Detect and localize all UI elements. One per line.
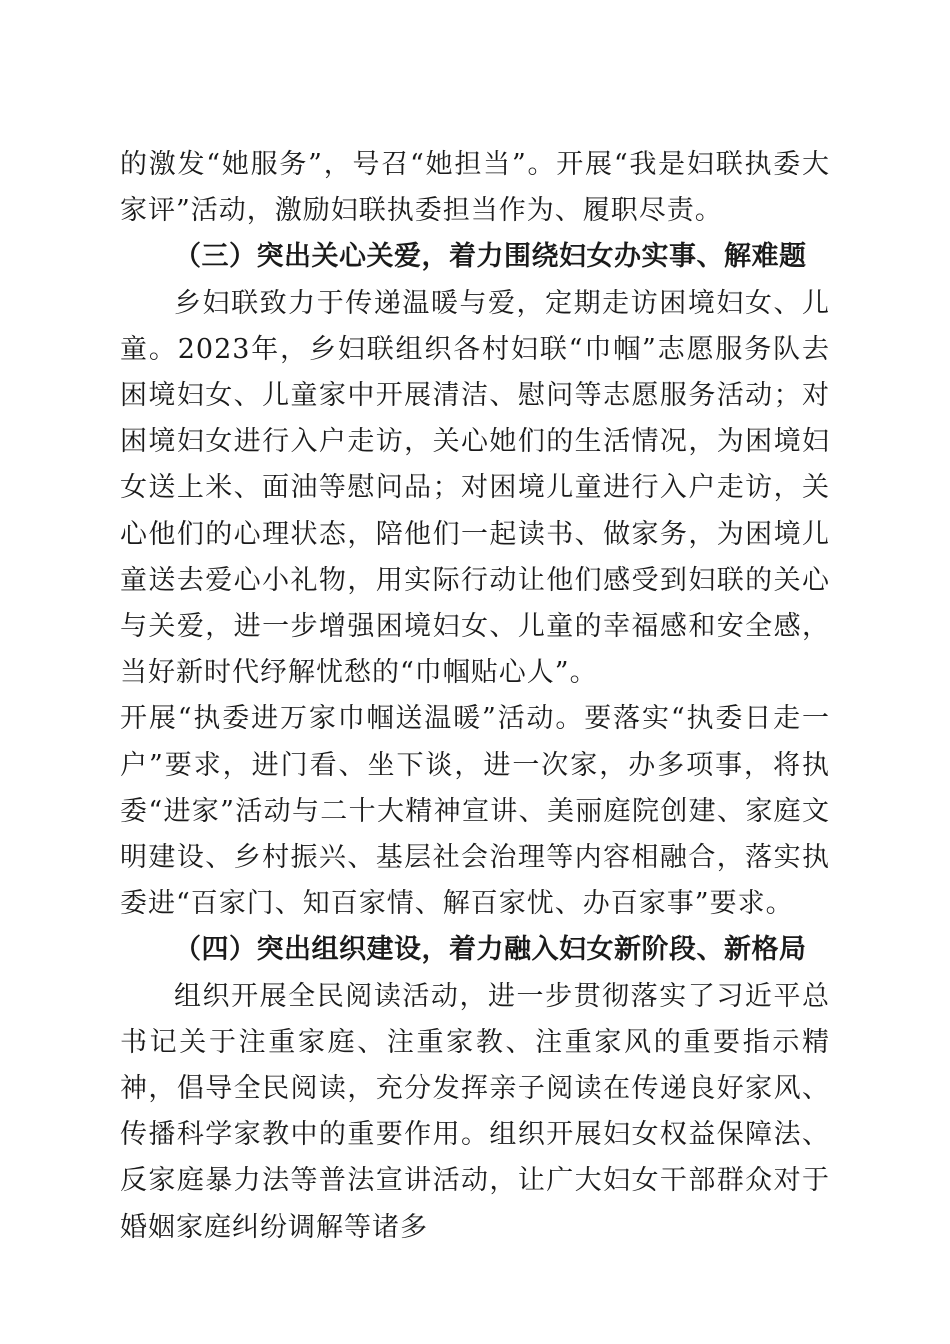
paragraph-executive-visits: 开展“执委进万家巾帼送温暖”活动。要落实“执委日走一户”要求，进门看、坐下谈，进一次家，办多项事，将执委“进家”活动与二十大精神宣讲、美丽庭院创建、家庭文明建设、乡村振兴、基层社会治理等内容相融合，落实执委进“百家门、知百家情、解百家忧、办百家事”要求。 (120, 703, 830, 920)
section-heading-3: （三）突出关心关爱，着力围绕妇女办实事、解难题 (174, 241, 807, 273)
paragraph-continuation: 的激发“她服务”，号召“她担当”。开展“我是妇联执委大家评”活动，激励妇联执委担当作为、履职尽责。 (120, 149, 830, 227)
section-heading-4: （四）突出组织建设，着力融入妇女新阶段、新格局 (174, 934, 807, 966)
document-body (120, 142, 830, 1251)
paragraph-reading-activities: 组织开展全民阅读活动，进一步贯彻落实了习近平总书记关于注重家庭、注重家教、注重家风的重要指示精神，倡导全民阅读，充分发挥亲子阅读在传递良好家风、传播科学家教中的重要作用。组织开展妇女权益保障法、反家庭暴力法等普法宣讲活动，让广大妇女干部群众对于婚姻家庭纠纷调解等诸多 (120, 980, 830, 1243)
paragraph-care-visits: 乡妇联致力于传递温暖与爱，定期走访困境妇女、儿童。2023年，乡妇联组织各村妇联“巾帼”志愿服务队去困境妇女、儿童家中开展清洁、慰问等志愿服务活动；对困境妇女进行入户走访，关心她们的生活情况，为困境妇女送上米、面油等慰问品；对困境儿童进行入户走访，关心他们的心理状态，陪他们一起读书、做家务，为困境儿童送去爱心小礼物，用实际行动让他们感受到妇联的关心与关爱，进一步增强困境妇女、儿童的幸福感和安全感，当好新时代纾解忧愁的“巾帼贴心人”。 (120, 287, 830, 689)
